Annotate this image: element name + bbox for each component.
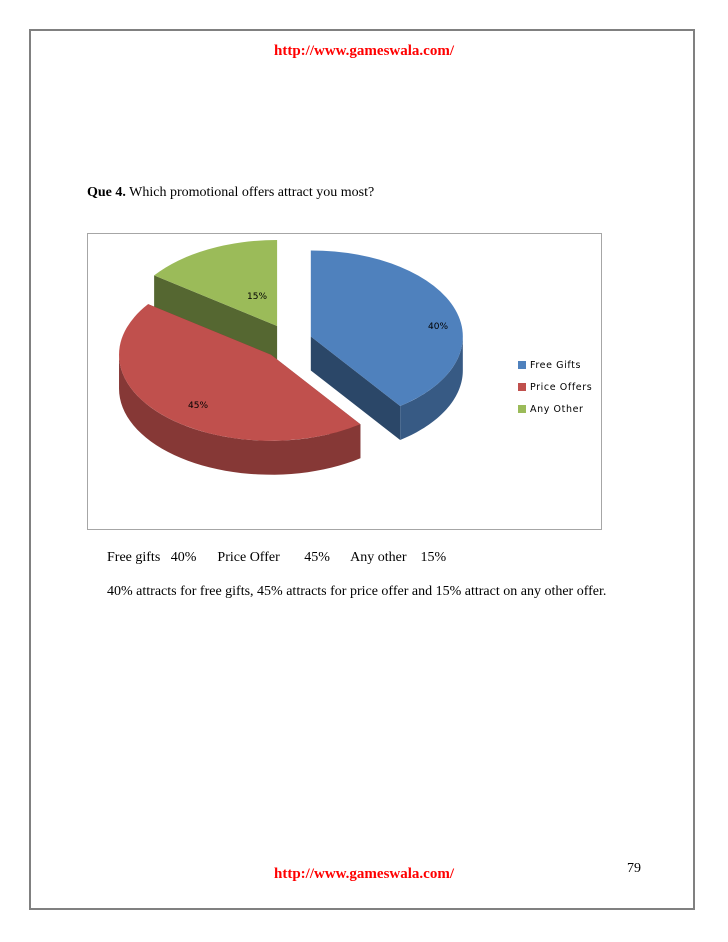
- legend-label-free-gifts: Free Gifts: [530, 359, 582, 371]
- legend-swatch-any-other: [518, 405, 526, 413]
- legend-item-price-offers: [518, 376, 592, 398]
- question-text: Which promotional offers attract you most?: [125, 185, 375, 200]
- summary-description: 40% attracts for free gifts, 45% attracts for price offer and 15% attract on any other offer.: [107, 584, 607, 599]
- page-number: 79: [627, 861, 641, 876]
- slice-label-price-offers: 45%: [188, 401, 209, 411]
- chart-legend: [518, 354, 592, 420]
- summary-line: Free gifts 40% Price Offer 45% Any other 15%: [107, 550, 447, 565]
- legend-label-price-offers: Price Offers: [530, 381, 593, 393]
- slice-label-free-gifts: 40%: [428, 322, 449, 332]
- pie-chart: [87, 233, 602, 530]
- legend-swatch-price-offers: [518, 383, 526, 391]
- legend-item-free-gifts: [518, 354, 592, 376]
- header-url[interactable]: http://www.gameswala.com/: [274, 43, 454, 59]
- footer-url[interactable]: http://www.gameswala.com/: [274, 866, 454, 882]
- question-number: Que 4.: [87, 185, 126, 200]
- legend-item-any-other: [518, 398, 592, 420]
- legend-label-any-other: Any Other: [530, 403, 584, 415]
- legend-swatch-free-gifts: [518, 361, 526, 369]
- question: [87, 185, 374, 201]
- slice-label-any-other: 15%: [247, 292, 268, 302]
